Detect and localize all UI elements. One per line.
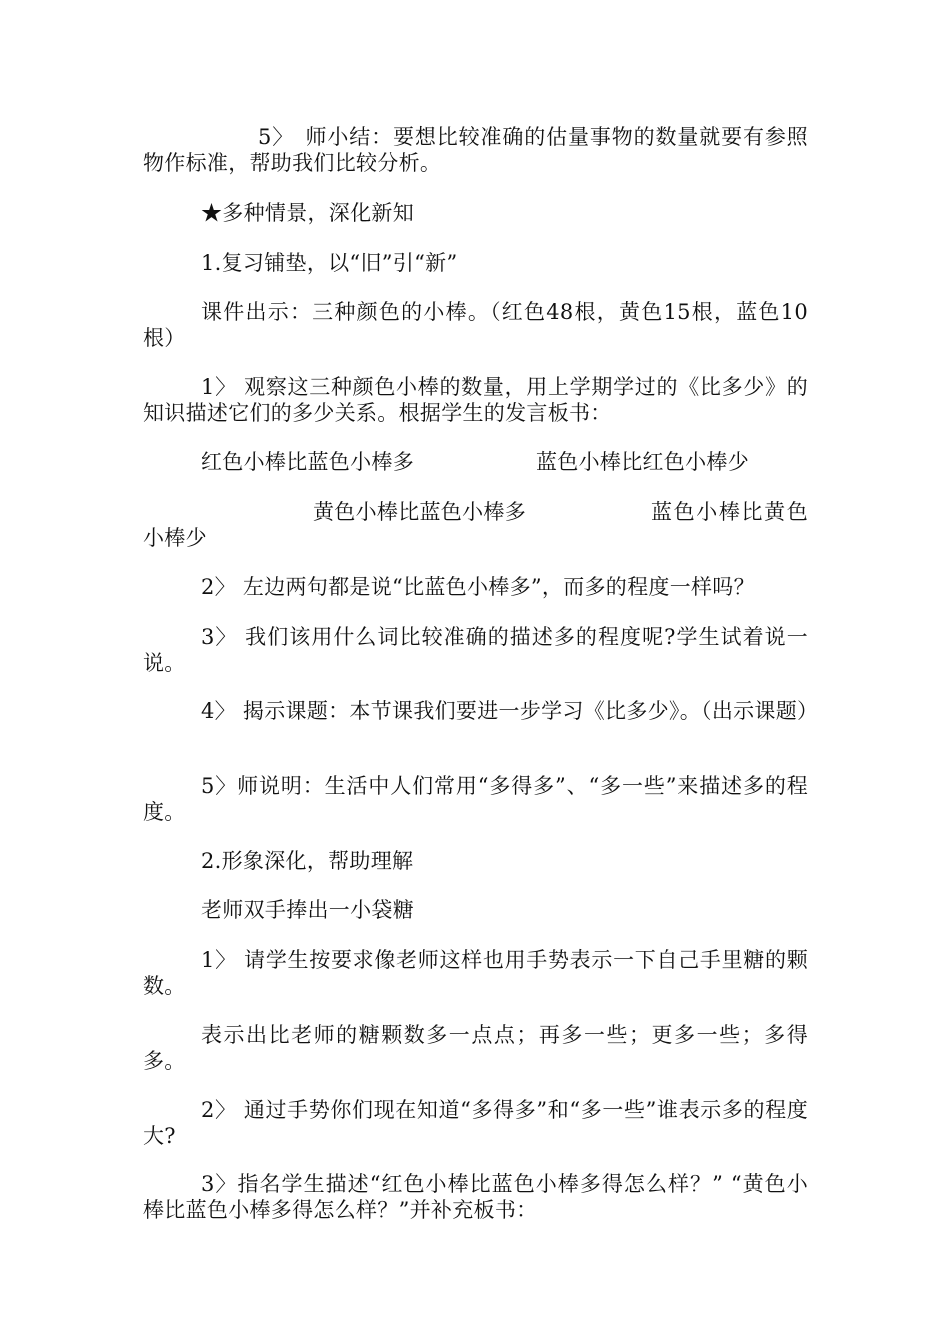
paragraph-gesture-levels: 表示出比老师的糖颗数多一点点；再多一些；更多一些；多得多。: [143, 1023, 808, 1073]
paragraph-courseware: 课件出示：三种颜色的小棒。（红色48根，黄色15根，蓝色10根）: [143, 300, 808, 350]
paragraph-gesture-request: 1〉 请学生按要求像老师这样也用手势表示一下自己手里糖的颗数。: [143, 948, 808, 998]
paragraph-teacher-summary: 5〉 师小结：要想比较准确的估量事物的数量就要有参照物作标准，帮助我们比较分析。: [143, 125, 808, 175]
board-yellow-vs-blue: 黄色小棒比蓝色小棒多: [313, 500, 526, 524]
paragraph-reveal-topic: 4〉 揭示课题：本节课我们要进一步学习《比多少》。（出示课题）: [201, 699, 819, 723]
paragraph-candy-bag: 老师双手捧出一小袋糖: [201, 898, 414, 922]
subheading-deepen: 2.形象深化，帮助理解: [201, 849, 414, 873]
board-red-vs-blue: 红色小棒比蓝色小棒多: [201, 450, 414, 474]
board-blue-vs-yellow: 蓝色小棒比黄色小棒少: [143, 500, 808, 550]
paragraph-compare-phrases: 2〉 通过手势你们现在知道“多得多”和“多一些”谁表示多的程度大?: [143, 1098, 808, 1148]
paragraph-observe: 1〉 观察这三种颜色小棒的数量，用上学期学过的《比多少》的知识描述它们的多少关系。根据学生的发言板书：: [143, 375, 808, 425]
section-heading-scenarios: ★多种情景，深化新知: [201, 201, 414, 225]
paragraph-question-words: 3〉 我们该用什么词比较准确的描述多的程度呢?学生试着说一说。: [143, 625, 808, 675]
paragraph-question-degree: 2〉 左边两句都是说“比蓝色小棒多”，而多的程度一样吗？: [201, 575, 755, 599]
subheading-review: 1.复习铺垫，以“旧”引“新”: [201, 251, 458, 275]
board-blue-vs-red: 蓝色小棒比红色小棒少: [536, 450, 749, 474]
paragraph-describe-students: 3〉指名学生描述“红色小棒比蓝色小棒多得怎么样？” “黄色小棒比蓝色小棒多得怎么样？”并补充板书：: [143, 1172, 808, 1222]
paragraph-teacher-explain: 5〉师说明：生活中人们常用“多得多”、“多一些”来描述多的程度。: [143, 774, 808, 824]
